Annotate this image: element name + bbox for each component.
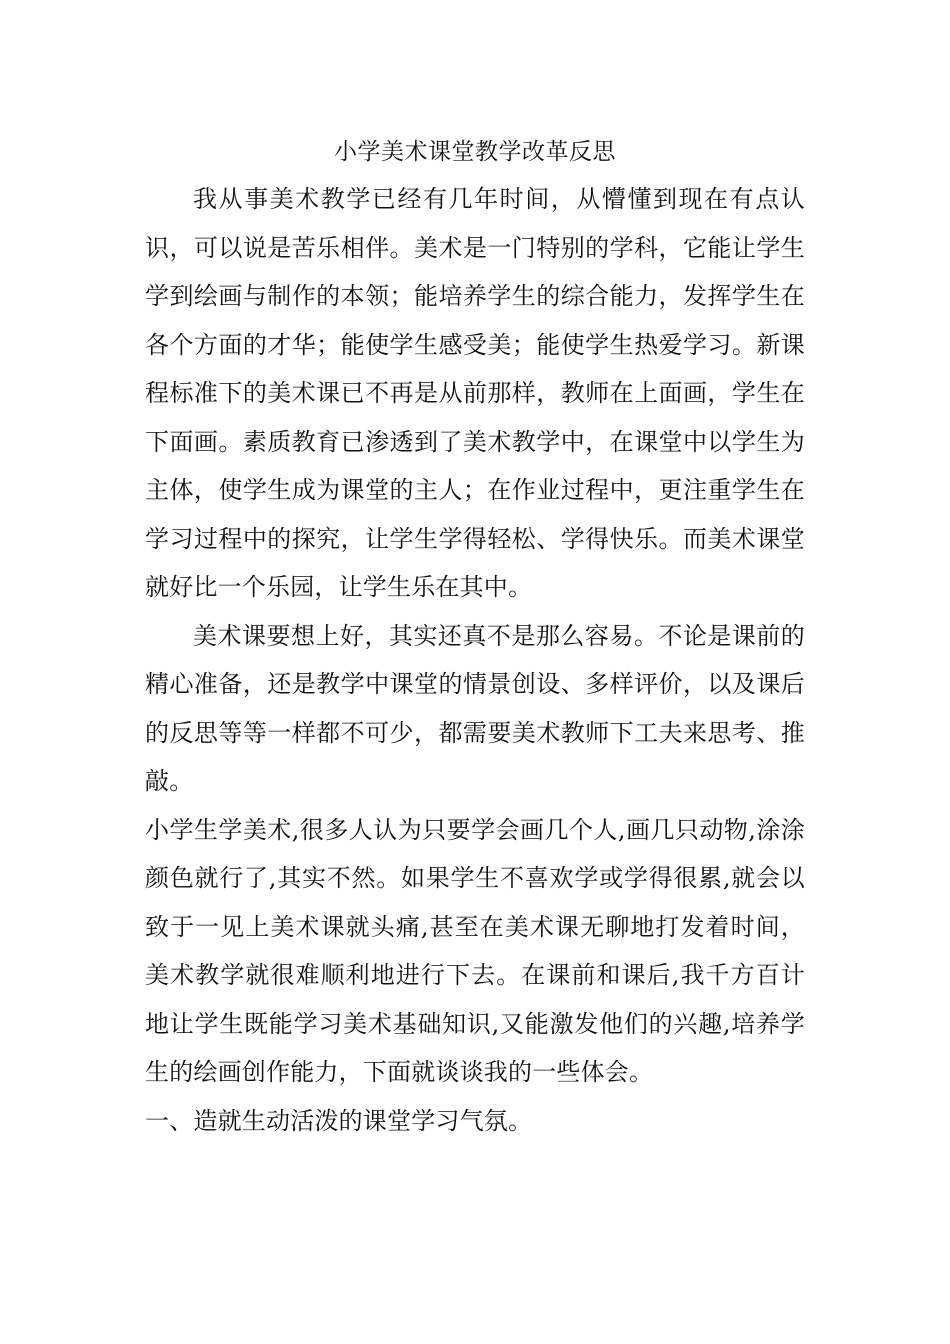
document-title: 小学美术课堂教学改革反思 <box>334 139 616 165</box>
section-heading: 一、造就生动活泼的课堂学习气氛。 <box>145 1106 533 1135</box>
paragraph-3: 小学生学美术,很多人认为只要学会画几个人,画几只动物,涂涂颜色就行了,其实不然。如果学生不喜欢学或学得很累,就会以致于一见上美术课就头痛,甚至在美术课无聊地打发着时间，美术教学就很难顺利地进行下去。在课前和课后,我千方百计地让学生既能学习美术基础知识,又能激发他们的兴趣,培养学生的绘画创作能力，下面就谈谈我的一些体会。 <box>145 815 805 1086</box>
document-body <box>145 132 805 1145</box>
paragraph-1: 我从事美术教学已经有几年时间，从懵懂到现在有点认识，可以说是苦乐相伴。美术是一门特别的学科，它能让学生学到绘画与制作的本领；能培养学生的综合能力，发挥学生在各个方面的才华；能使学生感受美；能使学生热爱学习。新课程标准下的美术课已不再是从前那样，教师在上面画，学生在下面画。素质教育已渗透到了美术教学中，在课堂中以学生为主体，使学生成为课堂的主人；在作业过程中，更注重学生在学习过程中的探究，让学生学得轻松、学得快乐。而美术课堂就好比一个乐园，让学生乐在其中。 <box>145 185 805 601</box>
paragraph-2: 美术课要想上好，其实还真不是那么容易。不论是课前的精心准备，还是教学中课堂的情景创设、多样评价，以及课后的反思等等一样都不可少，都需要美术教师下工夫来思考、推敲。 <box>145 621 805 795</box>
